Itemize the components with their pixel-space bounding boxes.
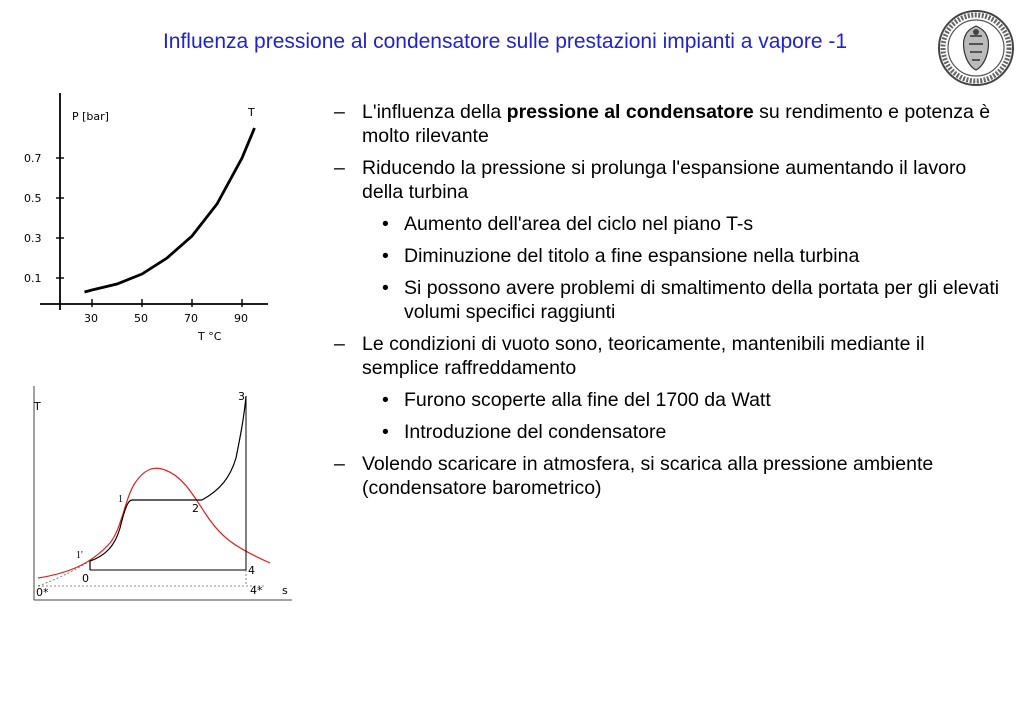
slide-title: Influenza pressione al condensatore sulle prestazioni impianti a vapore -1	[162, 30, 848, 53]
sub-bullet-item: • Introduzione del condensatore	[382, 421, 667, 443]
point-1prime-label: 1'	[76, 550, 83, 561]
point-1-label: 1	[118, 494, 123, 505]
x-tick-label: 50	[134, 312, 148, 325]
point-2-label: 2	[192, 502, 199, 515]
bullet-marker: •	[382, 245, 389, 267]
pressure-temperature-chart	[20, 88, 280, 348]
saturation-dome	[38, 468, 270, 578]
bullet-item: – Volendo scaricare in atmosfera, si scarica alla pressione ambiente (condensatore barometrico)	[334, 453, 934, 499]
point-0star-label: 0*	[36, 586, 49, 599]
y-axis-label: T	[34, 400, 41, 413]
bullet-marker: •	[382, 421, 389, 443]
bullet-marker: –	[334, 453, 345, 475]
point-4-label: 4	[248, 564, 255, 577]
sub-bullet-item: • Furono scoperte alla fine del 1700 da Watt	[382, 389, 771, 411]
bullet-marker: •	[382, 277, 389, 299]
y-axis-label: P [bar]	[72, 110, 109, 123]
bullet-item: – Riducendo la pressione si prolunga l'espansione aumentando il lavoro della turbina	[334, 157, 967, 203]
t-s-diagram	[20, 378, 300, 618]
bullet-marker: –	[334, 333, 345, 355]
y-tick-label: 0.5	[24, 192, 42, 205]
bullet-list	[330, 100, 1000, 508]
sub-bullet-item: • Aumento dell'area del ciclo nel piano T-s	[382, 213, 754, 235]
university-seal-icon	[936, 8, 1016, 88]
x-tick-label: 70	[184, 312, 198, 325]
curve-label: T	[248, 106, 255, 119]
bullet-marker: –	[334, 157, 345, 179]
cycle-curve	[90, 396, 246, 570]
point-4star-label: 4*	[250, 584, 263, 597]
bullet-marker: •	[382, 213, 389, 235]
x-tick-label: 30	[84, 312, 98, 325]
sub-bullet-item: • Diminuzione del titolo a fine espansione nella turbina	[382, 245, 860, 267]
x-axis-label: T °C	[198, 330, 222, 343]
bullet-marker: •	[382, 389, 389, 411]
bullet-marker: –	[334, 101, 345, 123]
bullet-item: – L'influenza della pressione al condensatore su rendimento e potenza è molto rilevante	[334, 101, 991, 147]
bullet-item: – Le condizioni di vuoto sono, teoricamente, mantenibili mediante il semplice raffreddamento	[334, 333, 925, 379]
x-tick-label: 90	[234, 312, 248, 325]
bold-phrase: pressione al condensatore	[506, 101, 754, 123]
y-tick-label: 0.3	[24, 232, 42, 245]
point-3-label: 3	[238, 390, 245, 403]
y-tick-label: 0.7	[24, 152, 42, 165]
y-tick-label: 0.1	[24, 272, 42, 285]
point-0-label: 0	[82, 572, 89, 585]
sub-bullet-item: • Si possono avere problemi di smaltimento della portata per gli elevati volumi specifici raggiunti	[382, 277, 1000, 323]
x-axis-label: s	[282, 584, 288, 597]
saturation-pressure-curve	[85, 128, 255, 292]
